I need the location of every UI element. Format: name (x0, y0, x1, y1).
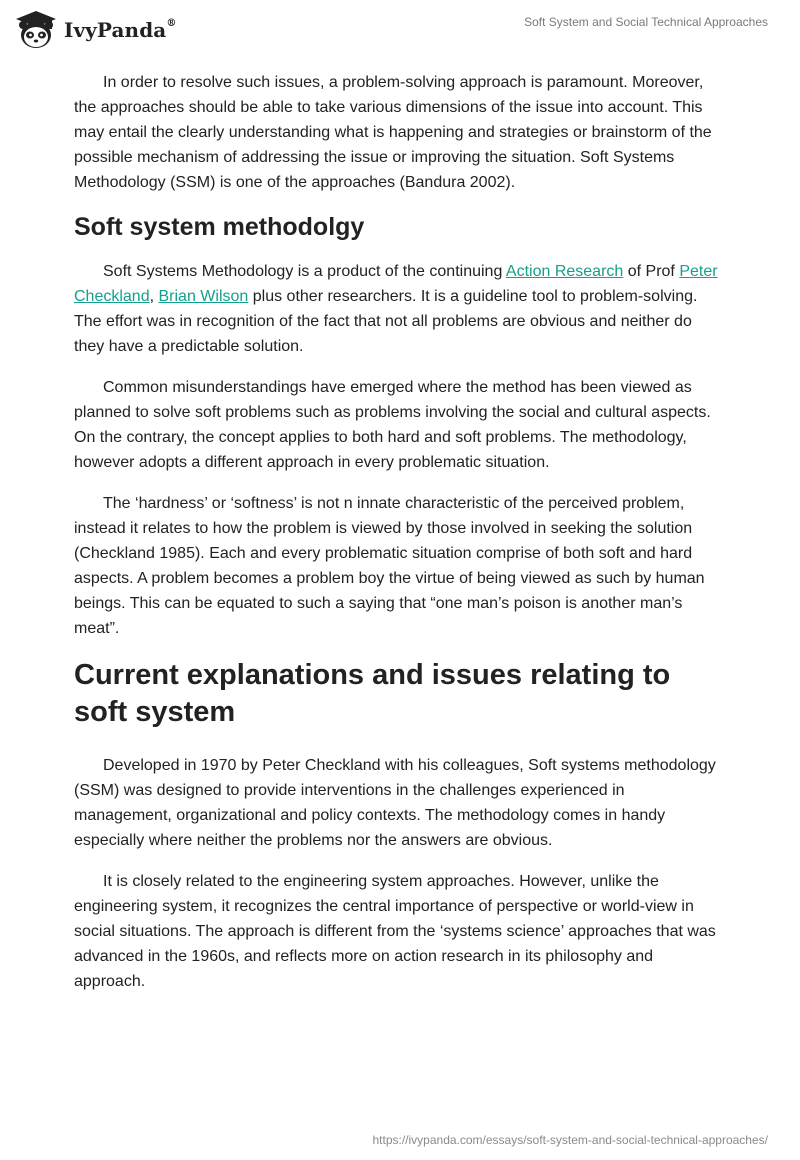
section-heading-current-explanations: Current explanations and issues relating to soft system (74, 659, 671, 728)
action-research-link[interactable]: Action Research (505, 263, 624, 280)
logo-text: IvyPanda® (64, 18, 177, 42)
document-title: Soft System and Social Technical Approaches (524, 15, 768, 29)
section-heading-soft-system: Soft system methodolgy (74, 213, 365, 241)
paragraph-developed-1970: Developed in 1970 by Peter Checkland with his colleagues, Soft systems methodology (SSM) was designed to provide interventions in the challenges experienced in management, organizational and policy contexts. The methodology comes in handy especially where neither the problems nor the answers are obvious. (74, 757, 716, 849)
paragraph-engineering-system: It is closely related to the engineering system approaches. However, unlike the engineering system, it recognizes the central importance of perspective or world-view in social situations. The approach is different from the ‘systems science’ approaches that was advanced in the 1960s, and reflects more on action research in its philosophy and approach. (74, 873, 716, 990)
paragraph-intro: In order to resolve such issues, a problem-solving approach is paramount. Moreover, the approaches should be able to take various dimensions of the issue into account. This may entail the clearly understanding what is happening and strategies or brainstorm of the possible mechanism of addressing the issue or improving the situation. Soft Systems Methodology (SSM) is one of the approaches (Bandura 2002). (74, 74, 712, 191)
brian-wilson-link[interactable]: Brian Wilson (158, 288, 249, 305)
paragraph-ssm-definition: Soft Systems Methodology is a product of the continuing Action Research of Prof Peter Checkland, Brian Wilson plus other researchers. It is a guideline tool to problem-solving. The effort was in recognition of the fact that not all problems are obvious and neither do they have a predictable solution. (74, 263, 718, 355)
paragraph-hardness-softness: The ‘hardness’ or ‘softness’ is not n innate characteristic of the perceived problem, instead it relates to how the problem is viewed by those involved in seeking the solution (Checkland 1985). Each and every problematic situation comprise of both soft and hard aspects. A problem becomes a problem boy the virtue of being viewed as such by human beings. This can be equated to such a saying that “one man’s poison is another man’s meat”. (74, 495, 705, 637)
footer-url[interactable]: https://ivypanda.com/essays/soft-system-and-social-technical-approaches/ (372, 1133, 768, 1147)
paragraph-misunderstandings: Common misunderstandings have emerged where the method has been viewed as planned to solve soft problems such as problems involving the social and cultural aspects. On the contrary, the concept applies to both hard and soft problems. The methodology, however adopts a different approach in every problematic situation. (74, 379, 711, 471)
essay-content (74, 70, 724, 1010)
page-header (0, 0, 800, 60)
ivypanda-logo[interactable] (14, 9, 176, 51)
peter-checkland-link[interactable]: Peter Checkland (74, 263, 718, 305)
panda-icon (14, 9, 58, 51)
